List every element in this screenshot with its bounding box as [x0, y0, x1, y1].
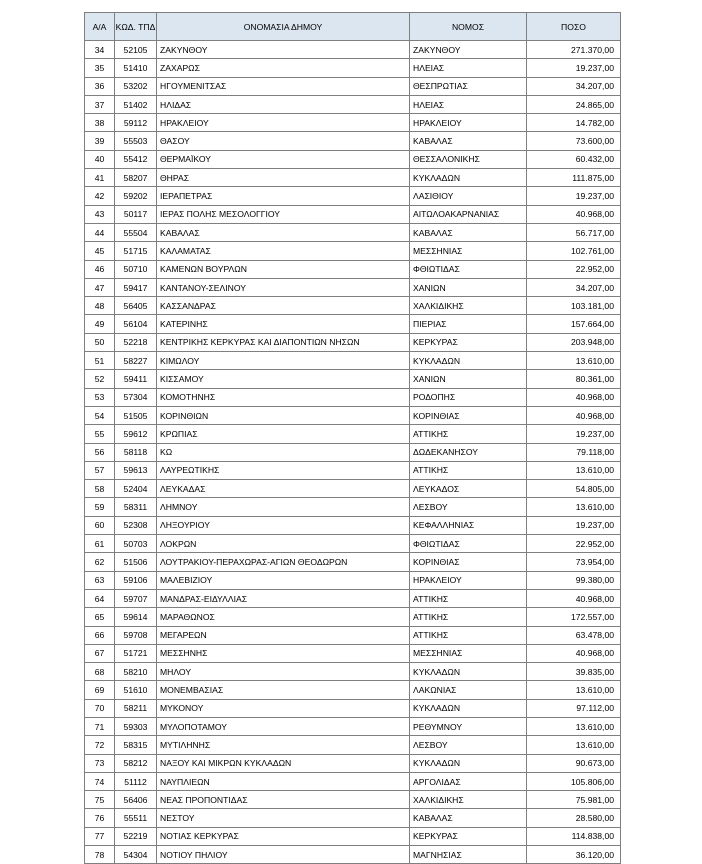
municipality-code: 58211	[115, 699, 157, 717]
table-row	[85, 132, 621, 150]
prefecture-name: ΑΤΤΙΚΗΣ	[410, 608, 527, 626]
municipality-name: ΙΕΡΑΣ ΠΟΛΗΣ ΜΕΣΟΛΟΓΓΙΟΥ	[157, 205, 410, 223]
municipality-code: 56405	[115, 297, 157, 315]
prefecture-name: ΑΤΤΙΚΗΣ	[410, 461, 527, 479]
amount-value: 36.120,00	[527, 846, 621, 864]
amount-value: 40.968,00	[527, 388, 621, 406]
table-row	[85, 187, 621, 205]
municipality-name: ΝΟΤΙΑΣ ΚΕΡΚΥΡΑΣ	[157, 827, 410, 845]
municipality-code: 58207	[115, 169, 157, 187]
row-number: 38	[85, 114, 115, 132]
amount-value: 56.717,00	[527, 223, 621, 241]
amount-value: 105.806,00	[527, 772, 621, 790]
row-number: 51	[85, 352, 115, 370]
amount-value: 13.610,00	[527, 461, 621, 479]
prefecture-name: ΚΕΡΚΥΡΑΣ	[410, 827, 527, 845]
amount-value: 79.118,00	[527, 443, 621, 461]
municipality-name: ΚΙΣΣΑΜΟΥ	[157, 370, 410, 388]
municipality-name: ΚΑΤΕΡΙΝΗΣ	[157, 315, 410, 333]
table-row	[85, 150, 621, 168]
header-aa: Α/Α	[85, 13, 115, 41]
row-number: 76	[85, 809, 115, 827]
municipality-name: ΜΗΛΟΥ	[157, 663, 410, 681]
prefecture-name: ΑΤΤΙΚΗΣ	[410, 626, 527, 644]
municipality-name: ΜΟΝΕΜΒΑΣΙΑΣ	[157, 681, 410, 699]
prefecture-name: ΧΑΛΚΙΔΙΚΗΣ	[410, 297, 527, 315]
row-number: 34	[85, 41, 115, 59]
header-municipality-name: ΟΝΟΜΑΣΙΑ ΔΗΜΟΥ	[157, 13, 410, 41]
amount-value: 13.610,00	[527, 498, 621, 516]
amount-value: 19.237,00	[527, 59, 621, 77]
row-number: 40	[85, 150, 115, 168]
municipality-code: 50117	[115, 205, 157, 223]
row-number: 36	[85, 77, 115, 95]
amount-value: 80.361,00	[527, 370, 621, 388]
municipality-code: 59202	[115, 187, 157, 205]
municipality-code: 58311	[115, 498, 157, 516]
prefecture-name: ΛΕΥΚΑΔΟΣ	[410, 480, 527, 498]
municipality-code: 58315	[115, 736, 157, 754]
municipality-code: 51610	[115, 681, 157, 699]
table-row	[85, 644, 621, 662]
amount-value: 40.968,00	[527, 406, 621, 424]
row-number: 39	[85, 132, 115, 150]
header-code: ΚΩΔ. ΤΠΔ	[115, 13, 157, 41]
municipality-code: 59613	[115, 461, 157, 479]
municipality-name: ΜΥΛΟΠΟΤΑΜΟΥ	[157, 717, 410, 735]
prefecture-name: ΚΕΦΑΛΛΗΝΙΑΣ	[410, 516, 527, 534]
row-number: 63	[85, 571, 115, 589]
prefecture-name: ΛΑΚΩΝΙΑΣ	[410, 681, 527, 699]
amount-value: 34.207,00	[527, 278, 621, 296]
municipality-code: 55504	[115, 223, 157, 241]
amount-value: 19.237,00	[527, 187, 621, 205]
prefecture-name: ΜΕΣΣΗΝΙΑΣ	[410, 644, 527, 662]
row-number: 60	[85, 516, 115, 534]
amount-value: 19.237,00	[527, 425, 621, 443]
amount-value: 102.761,00	[527, 242, 621, 260]
amount-value: 40.968,00	[527, 589, 621, 607]
table-row	[85, 553, 621, 571]
prefecture-name: ΛΑΣΙΘΙΟΥ	[410, 187, 527, 205]
row-number: 57	[85, 461, 115, 479]
municipality-code: 59411	[115, 370, 157, 388]
row-number: 52	[85, 370, 115, 388]
municipality-name: ΜΑΡΑΘΩΝΟΣ	[157, 608, 410, 626]
municipality-code: 59708	[115, 626, 157, 644]
municipality-name: ΝΑΞΟΥ ΚΑΙ ΜΙΚΡΩΝ ΚΥΚΛΑΔΩΝ	[157, 754, 410, 772]
table-row	[85, 461, 621, 479]
municipality-code: 52308	[115, 516, 157, 534]
municipality-name: ΚΟΜΟΤΗΝΗΣ	[157, 388, 410, 406]
table-row	[85, 827, 621, 845]
amount-value: 40.968,00	[527, 205, 621, 223]
prefecture-name: ΚΥΚΛΑΔΩΝ	[410, 699, 527, 717]
amount-value: 203.948,00	[527, 333, 621, 351]
amount-value: 14.782,00	[527, 114, 621, 132]
table-row	[85, 663, 621, 681]
prefecture-name: ΖΑΚΥΝΘΟΥ	[410, 41, 527, 59]
municipality-funding-table	[84, 12, 621, 864]
municipality-name: ΝΕΣΤΟΥ	[157, 809, 410, 827]
table-row	[85, 205, 621, 223]
row-number: 66	[85, 626, 115, 644]
amount-value: 73.600,00	[527, 132, 621, 150]
municipality-name: ΗΛΙΔΑΣ	[157, 95, 410, 113]
municipality-code: 51715	[115, 242, 157, 260]
row-number: 46	[85, 260, 115, 278]
prefecture-name: ΡΕΘΥΜΝΟΥ	[410, 717, 527, 735]
table-row	[85, 352, 621, 370]
row-number: 68	[85, 663, 115, 681]
row-number: 55	[85, 425, 115, 443]
table-row	[85, 95, 621, 113]
table-row	[85, 571, 621, 589]
municipality-name: ΛΟΥΤΡΑΚΙΟΥ-ΠΕΡΑΧΩΡΑΣ-ΑΓΙΩΝ ΘΕΟΔΩΡΩΝ	[157, 553, 410, 571]
table-row	[85, 626, 621, 644]
table-row	[85, 260, 621, 278]
municipality-code: 59417	[115, 278, 157, 296]
prefecture-name: ΜΕΣΣΗΝΙΑΣ	[410, 242, 527, 260]
table-row	[85, 809, 621, 827]
municipality-code: 55511	[115, 809, 157, 827]
table-row	[85, 772, 621, 790]
header-amount: ΠΟΣΟ	[527, 13, 621, 41]
prefecture-name: ΧΑΛΚΙΔΙΚΗΣ	[410, 791, 527, 809]
row-number: 58	[85, 480, 115, 498]
row-number: 35	[85, 59, 115, 77]
municipality-name: ΘΕΡΜΑΪΚΟΥ	[157, 150, 410, 168]
row-number: 73	[85, 754, 115, 772]
amount-value: 39.835,00	[527, 663, 621, 681]
municipality-name: ΗΓΟΥΜΕΝΙΤΣΑΣ	[157, 77, 410, 95]
row-number: 78	[85, 846, 115, 864]
municipality-name: ΛΗΜΝΟΥ	[157, 498, 410, 516]
row-number: 43	[85, 205, 115, 223]
municipality-name: ΛΑΥΡΕΩΤΙΚΗΣ	[157, 461, 410, 479]
prefecture-name: ΡΟΔΟΠΗΣ	[410, 388, 527, 406]
municipality-name: ΚΑΜΕΝΩΝ ΒΟΥΡΛΩΝ	[157, 260, 410, 278]
municipality-code: 59112	[115, 114, 157, 132]
amount-value: 40.968,00	[527, 644, 621, 662]
municipality-code: 59612	[115, 425, 157, 443]
prefecture-name: ΜΑΓΝΗΣΙΑΣ	[410, 846, 527, 864]
municipality-name: ΚΑΛΑΜΑΤΑΣ	[157, 242, 410, 260]
amount-value: 63.478,00	[527, 626, 621, 644]
table-row	[85, 297, 621, 315]
municipality-code: 52105	[115, 41, 157, 59]
municipality-code: 51402	[115, 95, 157, 113]
amount-value: 157.664,00	[527, 315, 621, 333]
prefecture-name: ΑΙΤΩΛΟΑΚΑΡΝΑΝΙΑΣ	[410, 205, 527, 223]
municipality-code: 52219	[115, 827, 157, 845]
municipality-name: ΜΥΤΙΛΗΝΗΣ	[157, 736, 410, 754]
row-number: 62	[85, 553, 115, 571]
amount-value: 24.865,00	[527, 95, 621, 113]
row-number: 69	[85, 681, 115, 699]
table-row	[85, 242, 621, 260]
prefecture-name: ΔΩΔΕΚΑΝΗΣΟΥ	[410, 443, 527, 461]
table-row	[85, 480, 621, 498]
prefecture-name: ΦΘΙΩΤΙΔΑΣ	[410, 535, 527, 553]
amount-value: 97.112,00	[527, 699, 621, 717]
prefecture-name: ΛΕΣΒΟΥ	[410, 498, 527, 516]
prefecture-name: ΚΥΚΛΑΔΩΝ	[410, 352, 527, 370]
row-number: 50	[85, 333, 115, 351]
municipality-name: ΚΑΒΑΛΑΣ	[157, 223, 410, 241]
amount-value: 22.952,00	[527, 260, 621, 278]
prefecture-name: ΧΑΝΙΩΝ	[410, 370, 527, 388]
table-row	[85, 41, 621, 59]
municipality-code: 59303	[115, 717, 157, 735]
municipality-name: ΝΕΑΣ ΠΡΟΠΟΝΤΙΔΑΣ	[157, 791, 410, 809]
amount-value: 172.557,00	[527, 608, 621, 626]
prefecture-name: ΑΡΓΟΛΙΔΑΣ	[410, 772, 527, 790]
table-row	[85, 169, 621, 187]
municipality-code: 53202	[115, 77, 157, 95]
prefecture-name: ΚΑΒΑΛΑΣ	[410, 223, 527, 241]
row-number: 65	[85, 608, 115, 626]
row-number: 56	[85, 443, 115, 461]
prefecture-name: ΚΥΚΛΑΔΩΝ	[410, 663, 527, 681]
municipality-name: ΛΗΞΟΥΡΙΟΥ	[157, 516, 410, 534]
municipality-name: ΙΕΡΑΠΕΤΡΑΣ	[157, 187, 410, 205]
prefecture-name: ΚΑΒΑΛΑΣ	[410, 132, 527, 150]
municipality-name: ΜΕΣΣΗΝΗΣ	[157, 644, 410, 662]
table-row	[85, 114, 621, 132]
municipality-code: 59614	[115, 608, 157, 626]
prefecture-name: ΚΥΚΛΑΔΩΝ	[410, 754, 527, 772]
municipality-code: 52218	[115, 333, 157, 351]
row-number: 54	[85, 406, 115, 424]
table-row	[85, 589, 621, 607]
row-number: 49	[85, 315, 115, 333]
prefecture-name: ΚΟΡΙΝΘΙΑΣ	[410, 553, 527, 571]
prefecture-name: ΘΕΣΣΑΛΟΝΙΚΗΣ	[410, 150, 527, 168]
municipality-code: 58118	[115, 443, 157, 461]
prefecture-name: ΛΕΣΒΟΥ	[410, 736, 527, 754]
prefecture-name: ΚΑΒΑΛΑΣ	[410, 809, 527, 827]
amount-value: 99.380,00	[527, 571, 621, 589]
municipality-name: ΝΑΥΠΛΙΕΩΝ	[157, 772, 410, 790]
municipality-code: 58210	[115, 663, 157, 681]
municipality-name: ΝΟΤΙΟΥ ΠΗΛΙΟΥ	[157, 846, 410, 864]
municipality-code: 57304	[115, 388, 157, 406]
header-prefecture: ΝΟΜΟΣ	[410, 13, 527, 41]
municipality-code: 56104	[115, 315, 157, 333]
municipality-code: 52404	[115, 480, 157, 498]
municipality-name: ΚΑΣΣΑΝΔΡΑΣ	[157, 297, 410, 315]
municipality-code: 50703	[115, 535, 157, 553]
municipality-name: ΛΟΚΡΩΝ	[157, 535, 410, 553]
municipality-code: 51410	[115, 59, 157, 77]
table-row	[85, 370, 621, 388]
municipality-code: 51721	[115, 644, 157, 662]
row-number: 72	[85, 736, 115, 754]
table-row	[85, 425, 621, 443]
amount-value: 13.610,00	[527, 736, 621, 754]
municipality-name: ΚΡΩΠΙΑΣ	[157, 425, 410, 443]
row-number: 59	[85, 498, 115, 516]
table-row	[85, 754, 621, 772]
municipality-name: ΜΥΚΟΝΟΥ	[157, 699, 410, 717]
amount-value: 13.610,00	[527, 352, 621, 370]
row-number: 44	[85, 223, 115, 241]
row-number: 53	[85, 388, 115, 406]
municipality-code: 55412	[115, 150, 157, 168]
table-row	[85, 498, 621, 516]
table-header-row	[85, 13, 621, 41]
amount-value: 114.838,00	[527, 827, 621, 845]
amount-value: 73.954,00	[527, 553, 621, 571]
table-row	[85, 516, 621, 534]
row-number: 47	[85, 278, 115, 296]
table-row	[85, 77, 621, 95]
row-number: 37	[85, 95, 115, 113]
municipality-code: 58227	[115, 352, 157, 370]
amount-value: 111.875,00	[527, 169, 621, 187]
amount-value: 13.610,00	[527, 681, 621, 699]
municipality-name: ΜΕΓΑΡΕΩΝ	[157, 626, 410, 644]
amount-value: 19.237,00	[527, 516, 621, 534]
municipality-code: 51506	[115, 553, 157, 571]
municipality-name: ΘΑΣΟΥ	[157, 132, 410, 150]
municipality-name: ΛΕΥΚΑΔΑΣ	[157, 480, 410, 498]
table-row	[85, 388, 621, 406]
prefecture-name: ΑΤΤΙΚΗΣ	[410, 425, 527, 443]
municipality-name: ΗΡΑΚΛΕΙΟΥ	[157, 114, 410, 132]
municipality-code: 56406	[115, 791, 157, 809]
amount-value: 271.370,00	[527, 41, 621, 59]
row-number: 45	[85, 242, 115, 260]
prefecture-name: ΘΕΣΠΡΩΤΙΑΣ	[410, 77, 527, 95]
prefecture-name: ΦΘΙΩΤΙΔΑΣ	[410, 260, 527, 278]
amount-value: 34.207,00	[527, 77, 621, 95]
prefecture-name: ΑΤΤΙΚΗΣ	[410, 589, 527, 607]
municipality-code: 50710	[115, 260, 157, 278]
prefecture-name: ΚΕΡΚΥΡΑΣ	[410, 333, 527, 351]
prefecture-name: ΧΑΝΙΩΝ	[410, 278, 527, 296]
row-number: 70	[85, 699, 115, 717]
municipality-code: 58212	[115, 754, 157, 772]
municipality-code: 51505	[115, 406, 157, 424]
table-row	[85, 333, 621, 351]
prefecture-name: ΚΥΚΛΑΔΩΝ	[410, 169, 527, 187]
table-row	[85, 315, 621, 333]
table-row	[85, 681, 621, 699]
municipality-name: ΚΩ	[157, 443, 410, 461]
prefecture-name: ΠΙΕΡΙΑΣ	[410, 315, 527, 333]
row-number: 61	[85, 535, 115, 553]
municipality-code: 51112	[115, 772, 157, 790]
row-number: 71	[85, 717, 115, 735]
amount-value: 60.432,00	[527, 150, 621, 168]
amount-value: 103.181,00	[527, 297, 621, 315]
table-row	[85, 278, 621, 296]
row-number: 67	[85, 644, 115, 662]
municipality-code: 55503	[115, 132, 157, 150]
row-number: 74	[85, 772, 115, 790]
table-row	[85, 223, 621, 241]
table-body	[85, 41, 621, 864]
prefecture-name: ΚΟΡΙΝΘΙΑΣ	[410, 406, 527, 424]
amount-value: 13.610,00	[527, 717, 621, 735]
municipality-name: ΚΑΝΤΑΝΟΥ-ΣΕΛΙΝΟΥ	[157, 278, 410, 296]
row-number: 64	[85, 589, 115, 607]
municipality-name: ΚΕΝΤΡΙΚΗΣ ΚΕΡΚΥΡΑΣ ΚΑΙ ΔΙΑΠΟΝΤΙΩΝ ΝΗΣΩΝ	[157, 333, 410, 351]
row-number: 77	[85, 827, 115, 845]
amount-value: 90.673,00	[527, 754, 621, 772]
row-number: 48	[85, 297, 115, 315]
municipality-name: ΚΙΜΩΛΟΥ	[157, 352, 410, 370]
table-row	[85, 846, 621, 864]
table-row	[85, 406, 621, 424]
table-row	[85, 608, 621, 626]
amount-value: 22.952,00	[527, 535, 621, 553]
row-number: 41	[85, 169, 115, 187]
municipality-code: 54304	[115, 846, 157, 864]
prefecture-name: ΗΛΕΙΑΣ	[410, 59, 527, 77]
municipality-name: ΜΑΛΕΒΙΖΙΟΥ	[157, 571, 410, 589]
prefecture-name: ΗΡΑΚΛΕΙΟΥ	[410, 114, 527, 132]
municipality-name: ΚΟΡΙΝΘΙΩΝ	[157, 406, 410, 424]
table-row	[85, 535, 621, 553]
table-row	[85, 59, 621, 77]
amount-value: 75.981,00	[527, 791, 621, 809]
municipality-name: ΜΑΝΔΡΑΣ-ΕΙΔΥΛΛΙΑΣ	[157, 589, 410, 607]
amount-value: 28.580,00	[527, 809, 621, 827]
row-number: 42	[85, 187, 115, 205]
table-row	[85, 736, 621, 754]
municipality-code: 59707	[115, 589, 157, 607]
municipality-name: ΘΗΡΑΣ	[157, 169, 410, 187]
prefecture-name: ΗΡΑΚΛΕΙΟΥ	[410, 571, 527, 589]
table-row	[85, 717, 621, 735]
table-row	[85, 699, 621, 717]
row-number: 75	[85, 791, 115, 809]
prefecture-name: ΗΛΕΙΑΣ	[410, 95, 527, 113]
table-row	[85, 791, 621, 809]
table-row	[85, 443, 621, 461]
municipality-code: 59106	[115, 571, 157, 589]
municipality-name: ΖΑΚΥΝΘΟΥ	[157, 41, 410, 59]
municipality-name: ΖΑΧΑΡΩΣ	[157, 59, 410, 77]
amount-value: 54.805,00	[527, 480, 621, 498]
